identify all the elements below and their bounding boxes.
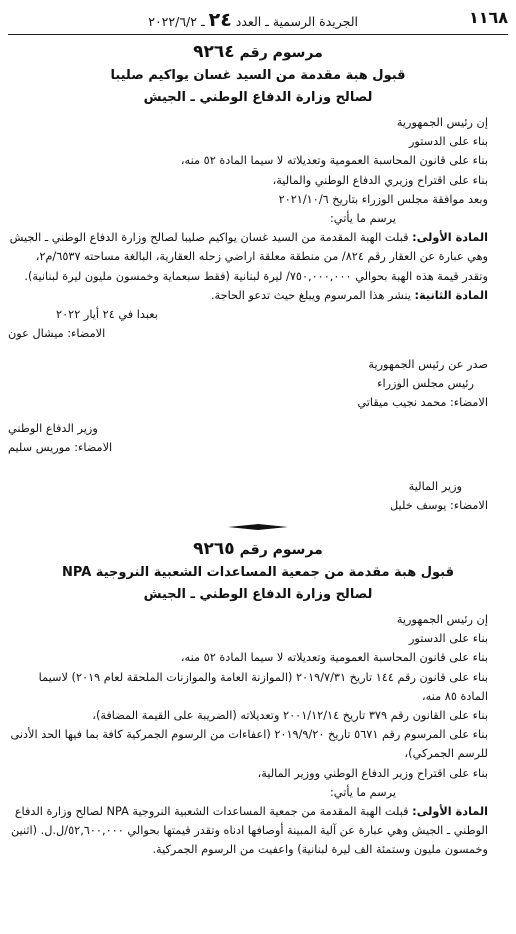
page-number: ١١٦٨	[468, 8, 508, 27]
page-content	[0, 40, 516, 860]
article-1	[8, 802, 506, 860]
decree-subject-line-2: لصالح وزارة الدفاع الوطني ـ الجيش	[143, 587, 373, 603]
defense-signature	[8, 419, 506, 463]
preamble-line: بناء على المرسوم رقم ٥٦٧١ تاريخ ٢٠١٩/٩/٢٠ (اعفاءات من الرسوم الجمركية كافة بما فيها الحد الأدنى للرسم الجمركي)،	[10, 728, 488, 761]
decree-9265-body	[0, 610, 516, 860]
decree-9264-title	[0, 40, 516, 109]
article-text: قبلت الهبة المقدمة من جمعية المساعدات الشعبية النروجية NPA لصالح وزارة الدفاع الوطني ـ الجيش وهي عبارة عن آلية المبينة أوصافها ادناه وتقدر قيمتها بحوالي ٥٢,٦٠٠,٠٠٠/ل.ل. (اثنين وخمسون مليون وستمئة الف ليرة لبنانية) واعفيت من الرسوم الجمركية.	[10, 805, 488, 857]
preamble-line: وبعد موافقة مجلس الوزراء بتاريخ ٢٠٢١/١٠/٦	[278, 192, 488, 206]
president-signature	[8, 305, 506, 345]
diamond-rule	[228, 524, 288, 530]
preamble-line: بناء على الدستور	[408, 135, 488, 149]
pm-signature	[8, 355, 506, 413]
defense-minister-signature: الامضاء: موريس سليم	[8, 440, 113, 454]
decree-9265	[0, 537, 516, 860]
decree-9264-body	[0, 113, 516, 515]
gazette-title	[148, 9, 358, 31]
preamble-line: إن رئيس الجمهورية	[396, 613, 488, 627]
decree-subject-line-1: قبول هبة مقدمة من السيد غسان يواكيم صليبا	[110, 68, 406, 83]
decrees-line: يرسم ما يأتي:	[330, 212, 396, 226]
preamble-line: بناء على اقتراح وزير الدفاع الوطني ووزير المالية،	[257, 766, 488, 780]
issued-by: صدر عن رئيس الجمهورية	[368, 358, 488, 372]
preamble-line: بناء على قانون رقم ١٤٤ تاريخ ٢٠١٩/٧/٣١ (الموازنة العامة والموازنات الملحقة لعام ٢٠١٩) لاسيما المادة ٨٥ منه،	[38, 670, 488, 703]
article-label: المادة الثانية:	[414, 288, 488, 302]
article-1	[8, 228, 506, 286]
preamble-line: بناء على الدستور	[408, 632, 488, 646]
preamble-line: بناء على اقتراح وزيري الدفاع الوطني والمالية،	[272, 173, 488, 187]
running-header	[8, 6, 508, 35]
preamble-line: بناء على قانون المحاسبة العمومية وتعديلاته لا سيما المادة ٥٢ منه،	[180, 154, 488, 168]
defense-minister-title: وزير الدفاع الوطني	[8, 421, 98, 435]
article-label: المادة الأولى:	[412, 805, 488, 819]
decree-title-prefix: مرسوم رقم	[239, 542, 323, 559]
finance-minister-signature: الامضاء: يوسف خليل	[390, 498, 488, 512]
decrees-line: يرسم ما يأتي:	[330, 785, 396, 799]
article-label: المادة الأولى:	[412, 231, 488, 245]
article-text: ينشر هذا المرسوم ويبلغ حيث تدعو الحاجة.	[210, 288, 411, 302]
article-text: قبلت الهبة المقدمة من السيد غسان يواكيم صليبا لصالح وزارة الدفاع الوطني ـ الجيش وهي عبارة عن العقار رقم ٨٢٤/ من منطقة معلقة اراضي زحله العقارية، البالغة مساحته ٦٥٣٧/م٢، وتقدر قيمة هذه الهبة بحوالي ٧٥٠,٠٠٠,٠٠٠/ ليرة لبنانية (فقط سبعماية وخمسون مليون ليرة لبنانية).	[9, 231, 488, 283]
decree-subject-line-2: لصالح وزارة الدفاع الوطني ـ الجيش	[143, 90, 373, 105]
decree-9264	[0, 40, 516, 515]
decree-number: ٩٢٦٤	[193, 42, 235, 62]
preamble-line: بناء على قانون المحاسبة العمومية وتعديلاته لا سيما المادة ٥٢ منه،	[180, 651, 488, 665]
issue-date: ـ ٢٠٢٢/٦/٢	[148, 14, 205, 29]
president-signature-name: الامضاء: ميشال عون	[8, 327, 106, 341]
issue-number: ٢٤	[208, 9, 232, 31]
decree-separator	[0, 519, 516, 535]
finance-signature	[8, 477, 506, 515]
preamble-line: إن رئيس الجمهورية	[396, 116, 488, 129]
decree-9265-title	[0, 537, 516, 606]
signing-date: بعبدا في ٢٤ أيار ٢٠٢٢	[56, 308, 158, 322]
pm-signature-name: الامضاء: محمد نجيب ميقاتي	[357, 396, 488, 410]
article-2	[8, 286, 506, 305]
decree-title-prefix: مرسوم رقم	[239, 45, 323, 61]
decree-number: ٩٢٦٥	[193, 539, 235, 560]
preamble-line: بناء على القانون رقم ٣٧٩ تاريخ ٢٠٠١/١٢/١٤ وتعديلاته (الضريبة على القيمة المضافة)،	[92, 709, 488, 723]
gazette-name: الجريدة الرسمية ـ العدد	[235, 14, 358, 29]
pm-title: رئيس مجلس الوزراء	[377, 377, 474, 391]
decree-subject-line-1: قبول هبة مقدمة من جمعية المساعدات الشعبية النروجية NPA	[62, 565, 454, 581]
finance-minister-title: وزير المالية	[408, 479, 462, 493]
